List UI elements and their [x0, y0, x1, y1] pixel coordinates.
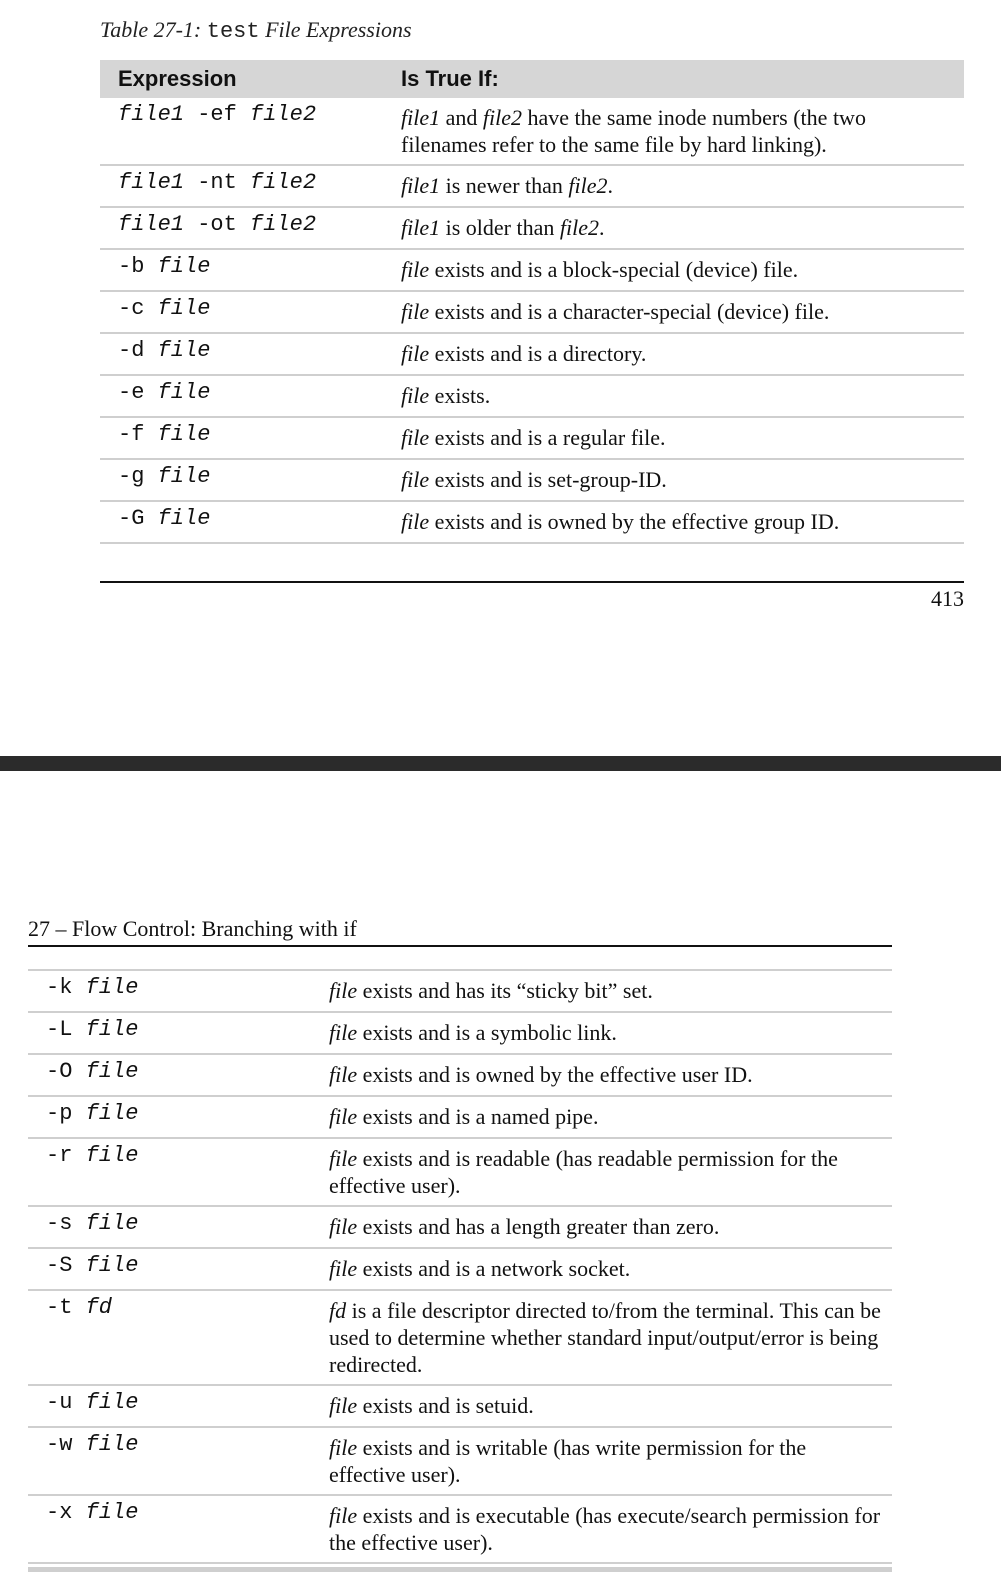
expression-cell: -r file [28, 1138, 311, 1206]
expression-cell: -g file [100, 459, 383, 501]
header-expression: Expression [100, 60, 383, 98]
running-head: 27 – Flow Control: Branching with if [28, 916, 357, 941]
page-number: 413 [931, 586, 964, 611]
table-row [28, 1248, 892, 1290]
description-cell: file exists and has a length greater than zero. [311, 1206, 892, 1248]
table-row [100, 333, 964, 375]
description-cell: file1 is newer than file2. [383, 165, 964, 207]
description-cell: file exists and has its “sticky bit” set. [311, 971, 892, 1012]
description-cell: file exists and is a directory. [383, 333, 964, 375]
table-caption [100, 17, 412, 44]
table-row [100, 207, 964, 249]
expression-cell: -u file [28, 1385, 311, 1427]
table-row [100, 291, 964, 333]
expression-cell: -x file [28, 1495, 311, 1563]
table-end-rule [28, 1567, 892, 1572]
description-cell: file exists and is set-group-ID. [383, 459, 964, 501]
page-413 [0, 0, 1001, 756]
expression-cell: -t fd [28, 1290, 311, 1385]
expression-cell: -d file [100, 333, 383, 375]
expression-cell: file1 -ot file2 [100, 207, 383, 249]
table-row [28, 1427, 892, 1495]
description-cell: file exists and is owned by the effective user ID. [311, 1054, 892, 1096]
table-body [28, 971, 892, 1563]
caption-code: test [206, 19, 260, 44]
description-cell: fd is a file descriptor directed to/from the terminal. This can be used to determine whether standard input/output/error is being redirected. [311, 1290, 892, 1385]
table-row [28, 1138, 892, 1206]
expression-cell: file1 -nt file2 [100, 165, 383, 207]
header-is-true-if: Is True If: [383, 60, 964, 98]
table-row [100, 165, 964, 207]
table-row [28, 1290, 892, 1385]
description-cell: file exists. [383, 375, 964, 417]
expression-cell: -O file [28, 1054, 311, 1096]
expression-cell: -c file [100, 291, 383, 333]
description-cell: file1 is older than file2. [383, 207, 964, 249]
description-cell: file exists and is a regular file. [383, 417, 964, 459]
table-row [28, 1096, 892, 1138]
description-cell: file exists and is a character-special (device) file. [383, 291, 964, 333]
description-cell: file exists and is a block-special (device) file. [383, 249, 964, 291]
expression-cell: -f file [100, 417, 383, 459]
table-row [100, 459, 964, 501]
page-414 [0, 771, 1001, 1595]
description-cell: file exists and is readable (has readable permission for the effective user). [311, 1138, 892, 1206]
table-row [100, 98, 964, 165]
caption-suffix: File Expressions [259, 17, 412, 42]
running-head-rule [28, 945, 892, 947]
table-row [28, 1012, 892, 1054]
expression-cell: -s file [28, 1206, 311, 1248]
table-row [28, 1054, 892, 1096]
table-row [28, 1385, 892, 1427]
description-cell: file exists and is a network socket. [311, 1248, 892, 1290]
table-row [28, 971, 892, 1012]
expression-cell: -S file [28, 1248, 311, 1290]
description-cell: file exists and is writable (has write permission for the effective user). [311, 1427, 892, 1495]
expression-cell: -p file [28, 1096, 311, 1138]
page-divider [0, 756, 1001, 771]
table-row [28, 1206, 892, 1248]
expression-cell: -L file [28, 1012, 311, 1054]
description-cell: file exists and is a named pipe. [311, 1096, 892, 1138]
expression-cell: -b file [100, 249, 383, 291]
expression-cell: -G file [100, 501, 383, 543]
table-row [100, 249, 964, 291]
table-row [100, 417, 964, 459]
expression-cell: -k file [28, 971, 311, 1012]
table-row [28, 1495, 892, 1563]
table-body [100, 98, 964, 543]
description-cell: file exists and is executable (has execute/search permission for the effective user). [311, 1495, 892, 1563]
expression-cell: -e file [100, 375, 383, 417]
description-cell: file exists and is owned by the effective group ID. [383, 501, 964, 543]
description-cell: file exists and is setuid. [311, 1385, 892, 1427]
table-row [100, 375, 964, 417]
table-row [100, 501, 964, 543]
table-header-row [100, 60, 964, 98]
description-cell: file1 and file2 have the same inode numbers (the two filenames refer to the same file by hard linking). [383, 98, 964, 165]
expression-cell: -w file [28, 1427, 311, 1495]
caption-prefix: Table 27-1: [100, 17, 207, 42]
expression-cell: file1 -ef file2 [100, 98, 383, 165]
description-cell: file exists and is a symbolic link. [311, 1012, 892, 1054]
footer-rule [100, 581, 964, 583]
test-expressions-table [100, 60, 964, 544]
test-expressions-table-continued [28, 971, 892, 1564]
